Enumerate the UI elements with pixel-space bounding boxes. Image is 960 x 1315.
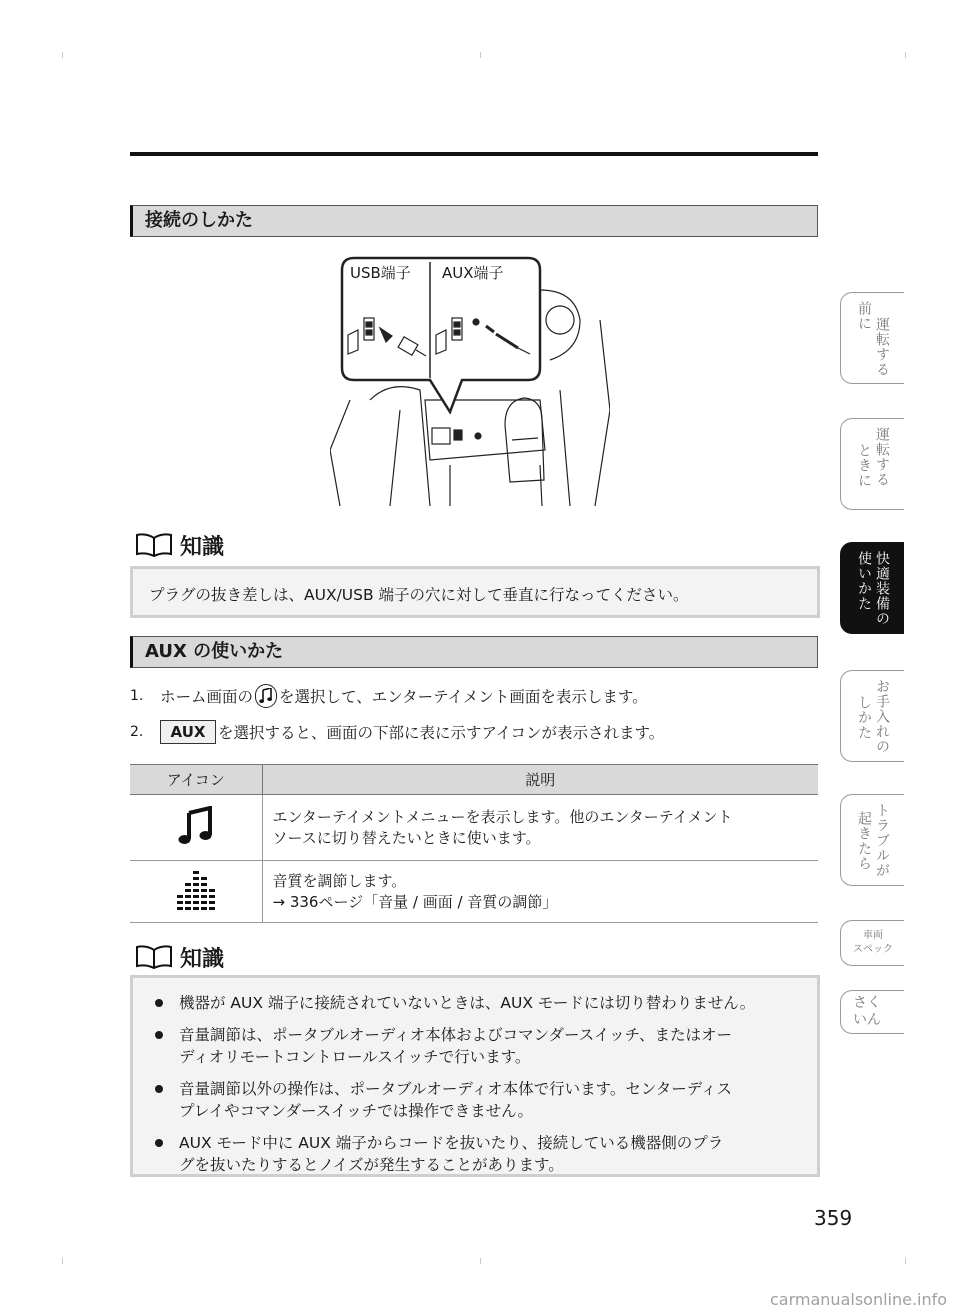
- knowledge-text: プラグの抜き差しは、AUX/USB 端子の穴に対して垂直に行なってください。: [149, 586, 689, 604]
- list-item-line: プレイやコマンダースイッチでは操作できません。: [179, 1102, 534, 1120]
- aux-button[interactable]: AUX: [160, 720, 216, 744]
- side-tab-before-driving[interactable]: [840, 292, 904, 384]
- bullet-dot: [155, 1031, 163, 1039]
- step-text: を選択して、エンターテイメント画面を表示します。: [279, 688, 648, 706]
- side-tab-label: 運転する: [874, 427, 890, 487]
- list-item: [155, 1024, 801, 1068]
- side-tab-label: トラブルが: [874, 803, 890, 878]
- list-item: [155, 1078, 801, 1122]
- step-text: を選択すると、画面の下部に表に示すアイコンが表示されます。: [218, 724, 665, 742]
- step-2: [130, 720, 664, 744]
- icon-table: [130, 764, 818, 923]
- side-tab-while-driving[interactable]: [840, 418, 904, 510]
- step-text: ホーム画面の: [160, 688, 254, 706]
- list-item-line: 音量調節以外の操作は、ポータブルオーディオ本体で行います。センターディス: [179, 1080, 733, 1098]
- knowledge-list: [133, 978, 817, 1192]
- column-header-icon: アイコン: [130, 765, 262, 795]
- table-cell-description: [262, 795, 818, 861]
- side-tab-label: 使いかた: [856, 551, 872, 611]
- equalizer-icon: [172, 869, 220, 911]
- list-item-line: 音量調節は、ポータブルオーディオ本体およびコマンダースイッチ、またはオー: [179, 1026, 733, 1044]
- side-tab-label: 前に: [856, 301, 872, 331]
- music-note-icon: [178, 806, 214, 846]
- side-tab-label: 車両: [863, 930, 883, 941]
- usb-port-label: USB端子: [350, 264, 411, 282]
- step-number: 1.: [130, 688, 144, 704]
- list-item-line: ディオリモートコントロールスイッチで行います。: [179, 1048, 531, 1066]
- side-tab-label: さく: [853, 995, 881, 1011]
- table-row: [130, 795, 818, 861]
- side-tab-label: お手入れの: [874, 679, 890, 754]
- list-item: [155, 1132, 801, 1176]
- knowledge-heading: [134, 942, 224, 972]
- list-item: [155, 992, 801, 1014]
- knowledge-heading: [134, 530, 224, 560]
- section-title-aux-usage: AUX の使いかた: [130, 636, 818, 668]
- knowledge-label: 知識: [180, 946, 225, 972]
- header-rule: [130, 152, 818, 156]
- side-tab-label: 快適装備の: [874, 551, 890, 626]
- connection-illustration: [330, 250, 610, 506]
- knowledge-box: [130, 975, 820, 1177]
- knowledge-box: [130, 566, 820, 618]
- crop-mark: [480, 52, 481, 58]
- description-line: ソースに切り替えたいときに使います。: [272, 828, 541, 847]
- page-number: 359: [814, 1206, 853, 1230]
- column-header-description: 説明: [262, 765, 818, 795]
- bullet-dot: [155, 1139, 163, 1147]
- watermark: carmanualsonline.info: [770, 1290, 948, 1309]
- bullet-dot: [155, 999, 163, 1007]
- section-title-connect: 接続のしかた: [130, 205, 818, 237]
- side-tab-maintenance[interactable]: [840, 670, 904, 762]
- table-cell-icon: [130, 795, 262, 861]
- table-row: [130, 861, 818, 923]
- knowledge-label: 知識: [180, 534, 225, 560]
- table-cell-icon: [130, 861, 262, 923]
- crop-mark: [905, 52, 906, 58]
- side-tab-label: 運転する: [874, 317, 890, 377]
- description-line: 音質を調節します。: [272, 871, 407, 890]
- step-number: 2.: [130, 724, 144, 740]
- crop-mark: [480, 1258, 481, 1264]
- music-note-icon: [255, 684, 277, 708]
- side-tab-index-labels: [853, 995, 881, 1029]
- side-tab-index[interactable]: [840, 990, 904, 1034]
- side-tab-label: いん: [853, 1012, 881, 1028]
- table-header-row: [130, 765, 818, 795]
- step-1: [130, 684, 648, 708]
- table-cell-description: [262, 861, 818, 923]
- aux-port-label: AUX端子: [442, 264, 504, 282]
- description-line: エンターテイメントメニューを表示します。他のエンターテイメント: [272, 807, 733, 826]
- bullet-dot: [155, 1085, 163, 1093]
- side-tab-label: スペック: [853, 944, 893, 955]
- crop-mark: [905, 1258, 906, 1264]
- open-book-icon: [134, 944, 174, 970]
- side-tab-label: しかた: [856, 695, 872, 740]
- list-item-line: AUX モード中に AUX 端子からコードを抜いたり、接続している機器側のプラ: [179, 1134, 724, 1152]
- open-book-icon: [134, 532, 174, 558]
- list-item-line: グを抜いたりするとノイズが発生することがあります。: [179, 1156, 564, 1174]
- crop-mark: [62, 1258, 63, 1264]
- side-tab-label: ときに: [856, 443, 872, 488]
- page-reference-link[interactable]: → 336ページ「音量 / 画面 / 音質の調節」: [272, 892, 558, 911]
- list-item-line: 機器が AUX 端子に接続されていないときは、AUX モードには切り替わりません。: [179, 994, 756, 1012]
- side-tab-label: 起きたら: [856, 811, 872, 871]
- crop-mark: [62, 52, 63, 58]
- side-tab-troubleshooting[interactable]: [840, 794, 904, 886]
- side-tab-vehicle-specs[interactable]: [840, 920, 904, 966]
- side-tab-comfort-features[interactable]: [840, 542, 904, 634]
